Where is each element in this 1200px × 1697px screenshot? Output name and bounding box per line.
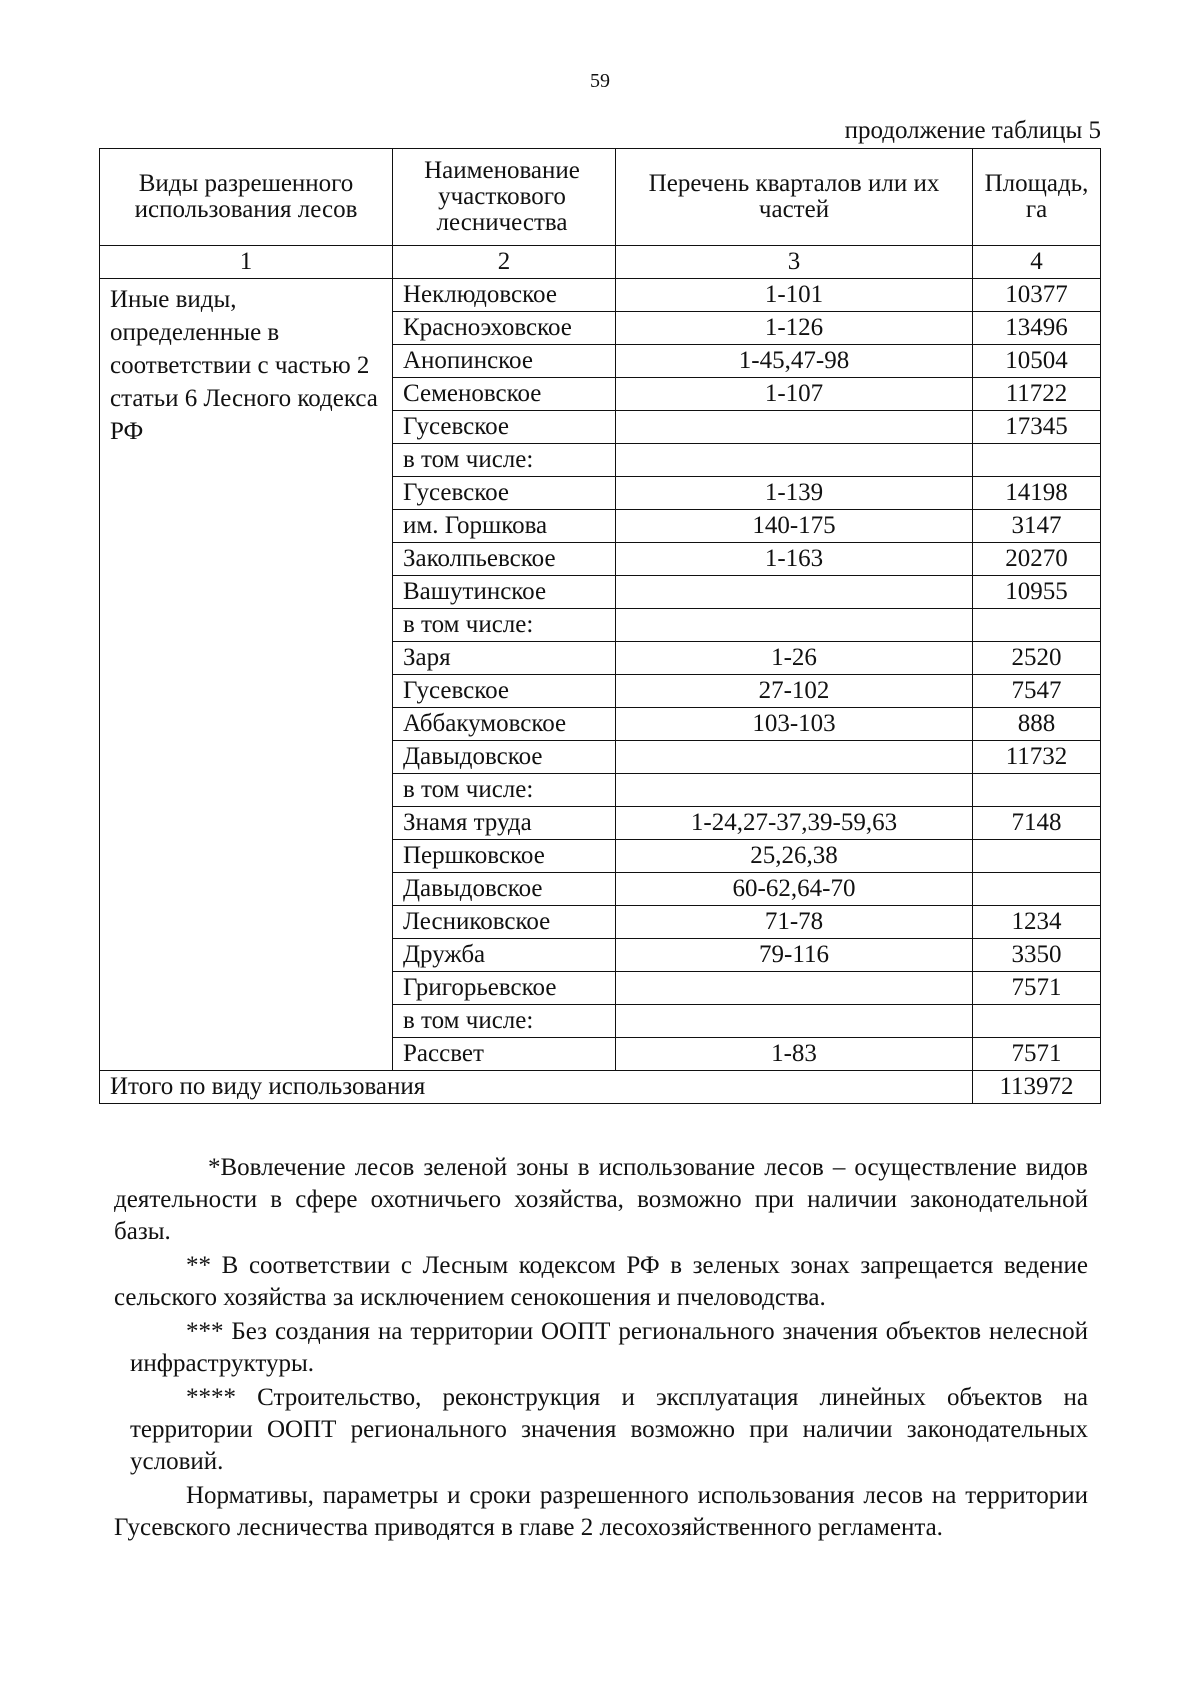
area-cell: 10955	[973, 576, 1101, 609]
quarters-cell: 1-163	[616, 543, 973, 576]
quarters-cell: 1-83	[616, 1038, 973, 1071]
forestry-name-cell: Гусевское	[393, 411, 616, 444]
forestry-name-cell: Аббакумовское	[393, 708, 616, 741]
forestry-name-cell: Семеновское	[393, 378, 616, 411]
footnote: *Вовлечение лесов зеленой зоны в использование лесов – осуществление видов деятельности в сфере охотничьего хозяйства, возможно при наличии законодательной базы.	[114, 1154, 1088, 1245]
forestry-name-cell: Красноэховское	[393, 312, 616, 345]
area-cell: 1234	[973, 906, 1101, 939]
footnotes	[114, 1152, 1088, 1546]
area-cell: 7547	[973, 675, 1101, 708]
area-cell: 888	[973, 708, 1101, 741]
quarters-cell: 79-116	[616, 939, 973, 972]
header-usage-kind: Виды разрешенного использования лесов	[100, 149, 393, 246]
quarters-cell	[616, 576, 973, 609]
quarters-cell	[616, 609, 973, 642]
area-cell: 14198	[973, 477, 1101, 510]
quarters-cell: 140-175	[616, 510, 973, 543]
table-continuation-label: продолжение таблицы 5	[844, 117, 1101, 144]
area-cell	[973, 444, 1101, 477]
forestry-name-cell: Знамя труда	[393, 807, 616, 840]
closing-paragraph: Нормативы, параметры и сроки разрешенного использования лесов на территории Гусевского лесничества приводятся в главе 2 лесохозяйственного регламента.	[114, 1482, 1088, 1541]
quarters-cell: 25,26,38	[616, 840, 973, 873]
forestry-name-cell: Давыдовское	[393, 873, 616, 906]
area-cell	[973, 609, 1101, 642]
area-cell	[973, 873, 1101, 906]
forestry-name-cell: Анопинское	[393, 345, 616, 378]
forestry-name-cell: Григорьевское	[393, 972, 616, 1005]
area-cell: 11722	[973, 378, 1101, 411]
forestry-name-cell: Гусевское	[393, 477, 616, 510]
area-cell: 7571	[973, 1038, 1101, 1071]
quarters-cell: 1-107	[616, 378, 973, 411]
area-cell	[973, 1005, 1101, 1038]
area-cell: 20270	[973, 543, 1101, 576]
quarters-cell: 1-139	[616, 477, 973, 510]
page-number: 59	[590, 70, 610, 92]
total-value: 113972	[973, 1071, 1101, 1104]
forestry-name-cell: в том числе:	[393, 774, 616, 807]
quarters-cell: 1-24,27-37,39-59,63	[616, 807, 973, 840]
column-number-row	[100, 246, 1101, 279]
quarters-cell: 1-45,47-98	[616, 345, 973, 378]
total-row	[100, 1071, 1101, 1104]
area-cell: 10377	[973, 279, 1101, 312]
total-label: Итого по виду использования	[100, 1071, 973, 1104]
quarters-cell: 27-102	[616, 675, 973, 708]
header-forestry-name: Наименование участкового лесничества	[393, 149, 616, 246]
forestry-name-cell: Гусевское	[393, 675, 616, 708]
forestry-name-cell: Заколпьевское	[393, 543, 616, 576]
forestry-name-cell: в том числе:	[393, 609, 616, 642]
quarters-cell	[616, 444, 973, 477]
forestry-name-cell: Давыдовское	[393, 741, 616, 774]
column-number: 3	[616, 246, 973, 279]
quarters-cell	[616, 774, 973, 807]
area-cell: 13496	[973, 312, 1101, 345]
quarters-cell: 60-62,64-70	[616, 873, 973, 906]
footnote: **** Строительство, реконструкция и эксплуатация линейных объектов на территории ООПТ регионального значения возможно при наличии законодательных условий.	[130, 1384, 1088, 1475]
column-number: 1	[100, 246, 393, 279]
forestry-name-cell: Дружба	[393, 939, 616, 972]
area-cell: 3350	[973, 939, 1101, 972]
forest-usage-table	[99, 148, 1101, 1104]
quarters-cell: 71-78	[616, 906, 973, 939]
quarters-cell: 1-101	[616, 279, 973, 312]
forestry-name-cell: в том числе:	[393, 1005, 616, 1038]
column-number: 2	[393, 246, 616, 279]
area-cell	[973, 774, 1101, 807]
column-number: 4	[973, 246, 1101, 279]
table-header-row	[100, 149, 1101, 246]
quarters-cell	[616, 1005, 973, 1038]
table-row	[100, 279, 1101, 312]
footnote: *** Без создания на территории ООПТ регионального значения объектов нелесной инфраструктуры.	[130, 1318, 1088, 1377]
forestry-name-cell: Лесниковское	[393, 906, 616, 939]
footnote: ** В соответствии с Лесным кодексом РФ в зеленых зонах запрещается ведение сельского хозяйства за исключением сенокошения и пчеловодства.	[114, 1252, 1088, 1311]
quarters-cell: 1-26	[616, 642, 973, 675]
usage-kind-cell: Иные виды, определенные в соответствии с частью 2 статьи 6 Лесного кодекса РФ	[100, 279, 393, 1071]
quarters-cell	[616, 411, 973, 444]
area-cell: 2520	[973, 642, 1101, 675]
forestry-name-cell: Вашутинское	[393, 576, 616, 609]
forestry-name-cell: Неклюдовское	[393, 279, 616, 312]
forestry-name-cell: Рассвет	[393, 1038, 616, 1071]
area-cell: 11732	[973, 741, 1101, 774]
forestry-name-cell: в том числе:	[393, 444, 616, 477]
forestry-name-cell: Заря	[393, 642, 616, 675]
header-quarters: Перечень кварталов или их частей	[616, 149, 973, 246]
forestry-name-cell: Першковское	[393, 840, 616, 873]
quarters-cell	[616, 741, 973, 774]
quarters-cell	[616, 972, 973, 1005]
header-area: Площадь, га	[973, 149, 1101, 246]
area-cell	[973, 840, 1101, 873]
area-cell: 10504	[973, 345, 1101, 378]
quarters-cell: 1-126	[616, 312, 973, 345]
area-cell: 7571	[973, 972, 1101, 1005]
forestry-name-cell: им. Горшкова	[393, 510, 616, 543]
area-cell: 3147	[973, 510, 1101, 543]
quarters-cell: 103-103	[616, 708, 973, 741]
area-cell: 7148	[973, 807, 1101, 840]
area-cell: 17345	[973, 411, 1101, 444]
